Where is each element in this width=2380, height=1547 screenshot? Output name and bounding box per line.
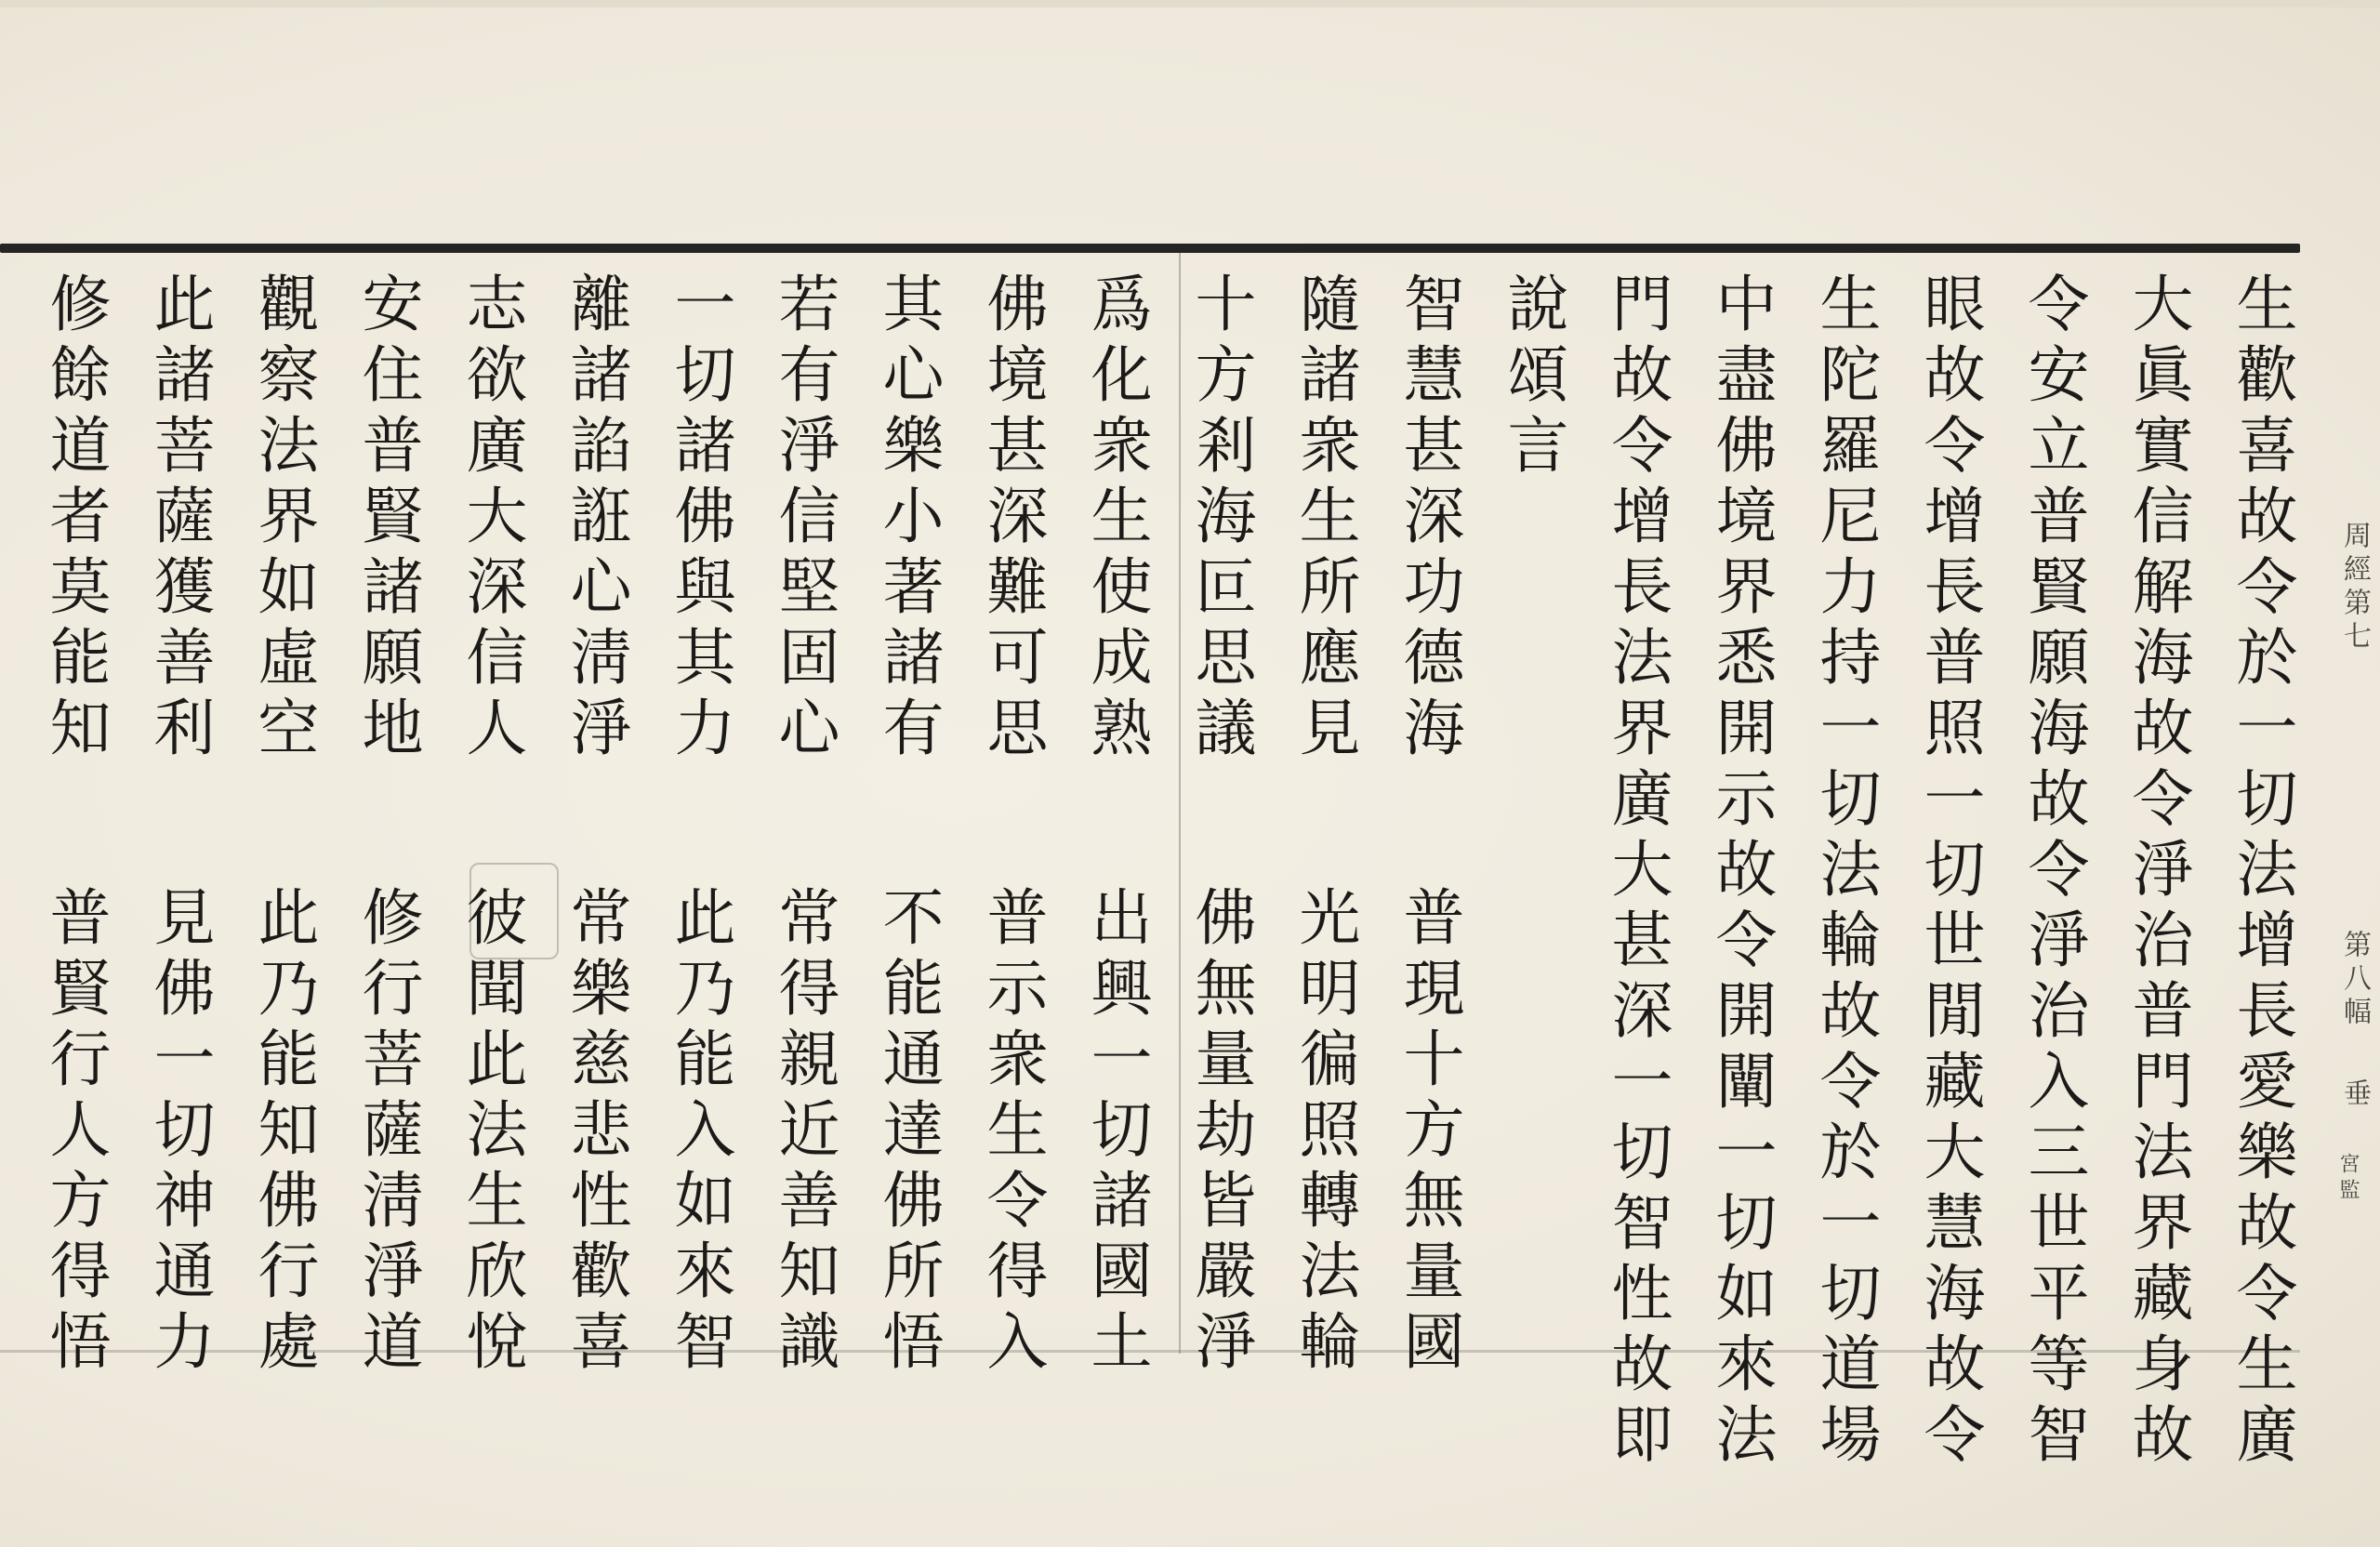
verse-lower-11: 修行菩薩淸淨道 (351, 885, 423, 1380)
verse-lower-12: 此乃能知佛行處 (247, 885, 319, 1380)
verse-upper-5: 佛境甚深難可思 (976, 271, 1048, 766)
folio-edge (0, 0, 2380, 7)
verse-upper-10: 志欲廣大深信人 (456, 271, 527, 766)
verse-upper-1: 智慧甚深功德海 (1393, 271, 1464, 766)
verse-upper-12: 觀察法界如虛空 (247, 271, 319, 766)
verse-upper-7: 若有淨信堅固心 (768, 271, 840, 766)
verse-lower-8: 此乃能入如來智 (664, 885, 735, 1380)
verse-lower-7: 常得親近善知識 (768, 885, 840, 1380)
verse-lower-9: 常樂慈悲性歡喜 (560, 885, 631, 1380)
margin-page-mark: 垂 (2338, 1078, 2371, 1112)
top-border-rule (0, 244, 2300, 253)
margin-volume-label: 周經第七 (2338, 521, 2371, 654)
verse-lower-2: 光明徧照轉法輪 (1289, 885, 1360, 1380)
verse-upper-3: 十方剎海叵思議 (1184, 271, 1256, 766)
verse-upper-6: 其心樂小著諸有 (872, 271, 944, 766)
verse-upper-11: 安住普賢諸願地 (351, 271, 423, 766)
prose-line-5: 生陀羅尼力持一切法輪故令於一切道場 (1809, 271, 1881, 1473)
prose-line-8: 說頌言 (1497, 271, 1568, 483)
verse-lower-3: 佛無量劫皆嚴淨 (1184, 885, 1256, 1380)
verse-upper-13: 此諸菩薩獲善利 (143, 271, 215, 766)
verse-upper-2: 隨諸衆生所應見 (1289, 271, 1360, 766)
verse-upper-4: 爲化衆生使成熟 (1080, 271, 1152, 766)
prose-line-7: 門故令增長法界廣大甚深一切智性故即 (1601, 271, 1673, 1473)
prose-line-1: 生歡喜故令於一切法增長愛樂故令生廣 (2226, 271, 2297, 1473)
prose-line-6: 中盡佛境界悉開示故令開闡一切如來法 (1705, 271, 1777, 1473)
margin-section-label: 第八幅 (2338, 930, 2371, 1030)
verse-lower-1: 普現十方無量國 (1393, 885, 1464, 1380)
margin-seal-mark: 宮監 (2336, 1153, 2360, 1205)
verse-upper-9: 離諸諂誑心淸淨 (560, 271, 631, 766)
verse-upper-14: 修餘道者莫能知 (39, 271, 111, 766)
verse-lower-13: 見佛一切神通力 (143, 885, 215, 1380)
prose-line-2: 大眞實信解海故令淨治普門法界藏身故 (2122, 271, 2193, 1473)
verse-lower-6: 不能通達佛所悟 (872, 885, 944, 1380)
prose-line-4: 眼故令增長普照一切世閒藏大慧海故令 (1913, 271, 1985, 1473)
prose-line-3: 令安立普賢願海故令淨治入三世平等智 (2017, 271, 2089, 1473)
verse-lower-4: 出興一切諸國土 (1080, 885, 1152, 1380)
verse-lower-14: 普賢行人方得悟 (39, 885, 111, 1380)
verse-lower-5: 普示衆生令得入 (976, 885, 1048, 1380)
verse-lower-10: 彼聞此法生欣悅 (456, 885, 527, 1380)
verse-upper-8: 一切諸佛與其力 (664, 271, 735, 766)
center-fold-line (1179, 253, 1181, 1354)
